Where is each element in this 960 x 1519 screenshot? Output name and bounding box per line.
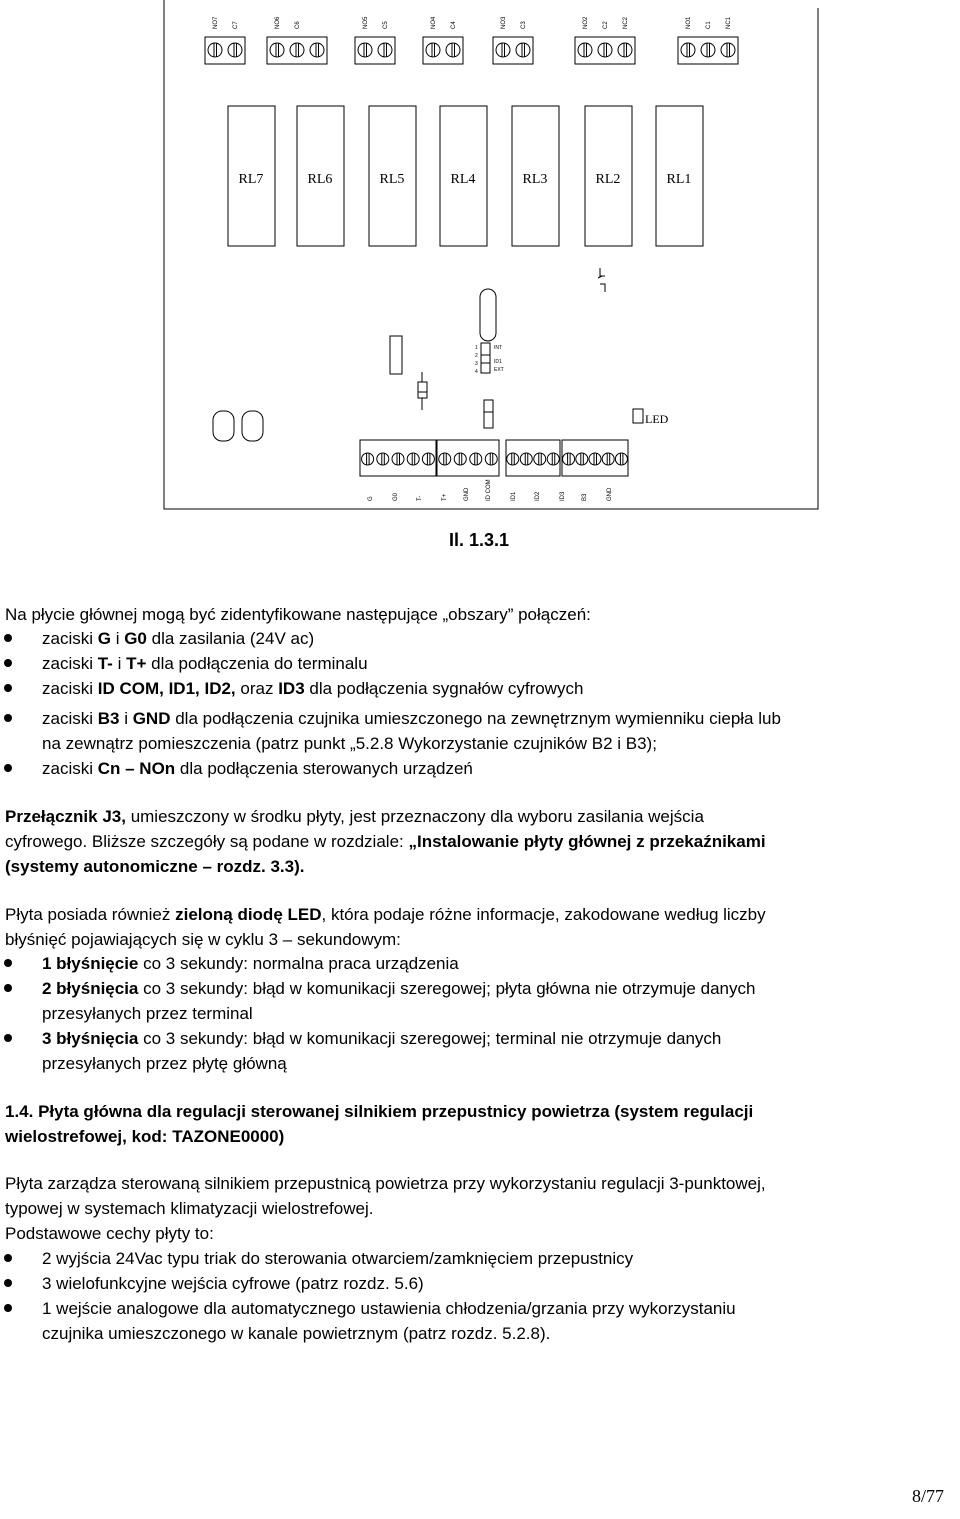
terminal-label: NO5 [363, 16, 369, 29]
top-terminal-block [423, 16, 463, 64]
relay [228, 106, 275, 246]
terminal-label: T- [417, 495, 423, 501]
terminal-label: GND [464, 487, 470, 501]
svg-text:4: 4 [475, 369, 478, 375]
top-terminal-block [267, 16, 327, 64]
relay [512, 106, 559, 246]
svg-text:EXT: EXT [494, 367, 504, 373]
terminal-label: C6 [295, 21, 301, 29]
terminal-label: C3 [521, 21, 527, 29]
relay [369, 106, 416, 246]
relay-label: RL2 [595, 172, 621, 187]
terminal-label: NO2 [583, 16, 589, 29]
top-terminal-block [678, 16, 738, 64]
led-paragraph: Płyta posiada również zieloną diodę LED, która podaje różne informacje, zakodowane według liczby błyśnięć pojawiających się w cyklu 3 – sekundowym: [5, 905, 766, 949]
svg-text:ID1: ID1 [494, 359, 502, 365]
page-number: 8/77 [912, 1486, 945, 1506]
relay [585, 106, 632, 246]
terminal-label: G [368, 496, 374, 501]
terminal-label: C2 [603, 21, 609, 29]
relay [656, 106, 703, 246]
terminal-label: B3 [582, 493, 588, 501]
terminal-label: GND [607, 487, 613, 501]
terminal-label: NO4 [431, 16, 437, 29]
relay-label: RL1 [666, 172, 692, 187]
led-label: LED [645, 412, 669, 426]
terminal-label: NO3 [501, 16, 507, 29]
terminal-label: ID2 [535, 491, 541, 501]
terminal-label: ID1 [511, 491, 517, 501]
terminal-label: C5 [383, 21, 389, 29]
bottom-terminal-block [562, 440, 628, 476]
intro-paragraph: Na płycie głównej mogą być zidentyfikowane następujące „obszary” połączeń: [5, 605, 591, 624]
terminal-label: ID COM [486, 479, 492, 501]
terminal-label: NC1 [726, 16, 732, 29]
terminal-label: C4 [451, 21, 457, 29]
relay [440, 106, 487, 246]
svg-text:3: 3 [475, 361, 478, 367]
relay-label: RL7 [238, 172, 264, 187]
relay-label: RL4 [450, 172, 476, 187]
terminal-label: C1 [706, 21, 712, 29]
top-terminal-block [493, 16, 533, 64]
board-diagram [0, 0, 960, 560]
terminal-label: NO1 [686, 16, 692, 29]
relay-label: RL6 [307, 172, 333, 187]
relay-label: RL5 [379, 172, 405, 187]
figure-caption: Il. 1.3.1 [449, 530, 510, 550]
section-heading: 1.4. Płyta główna dla regulacji sterowanej silnikiem przepustnicy powietrza (system regulacji wielostrefowej, kod: TAZONE0000) [5, 1102, 754, 1146]
terminal-label: ID3 [560, 491, 566, 501]
terminal-label: T+ [442, 493, 448, 501]
relay-label: RL3 [522, 172, 548, 187]
top-terminal-block [575, 16, 635, 64]
bottom-terminal-block [437, 440, 499, 476]
svg-text:2: 2 [475, 353, 478, 359]
j3-paragraph: Przełącznik J3, umieszczony w środku płyty, jest przeznaczony dla wyboru zasilania wejścia cyfrowego. Bliższe szczegóły są podane w rozdziale: „Instalowanie płyty głównej z przekaźnikami (systemy autonomiczne – rozdz. 3.3). [5, 807, 766, 876]
terminal-label: NO6 [275, 16, 281, 29]
terminal-label: C7 [233, 21, 239, 29]
top-terminal-block [205, 16, 245, 64]
terminal-label: G0 [393, 492, 399, 501]
svg-text:INT: INT [494, 345, 503, 351]
top-terminal-block [355, 16, 395, 64]
bottom-terminal-block [360, 440, 436, 476]
svg-text:1: 1 [475, 345, 478, 351]
bottom-terminal-block [506, 440, 560, 476]
terminal-label: NC2 [623, 16, 629, 29]
relay [297, 106, 344, 246]
board-description: Płyta zarządza sterowaną silnikiem przepustnicą powietrza przy wykorzystaniu regulacji 3-punktowej, typowej w systemach klimatyzacji wielostrefowej. Podstawowe cechy płyty to: [5, 1174, 766, 1243]
terminal-label: NO7 [213, 16, 219, 29]
